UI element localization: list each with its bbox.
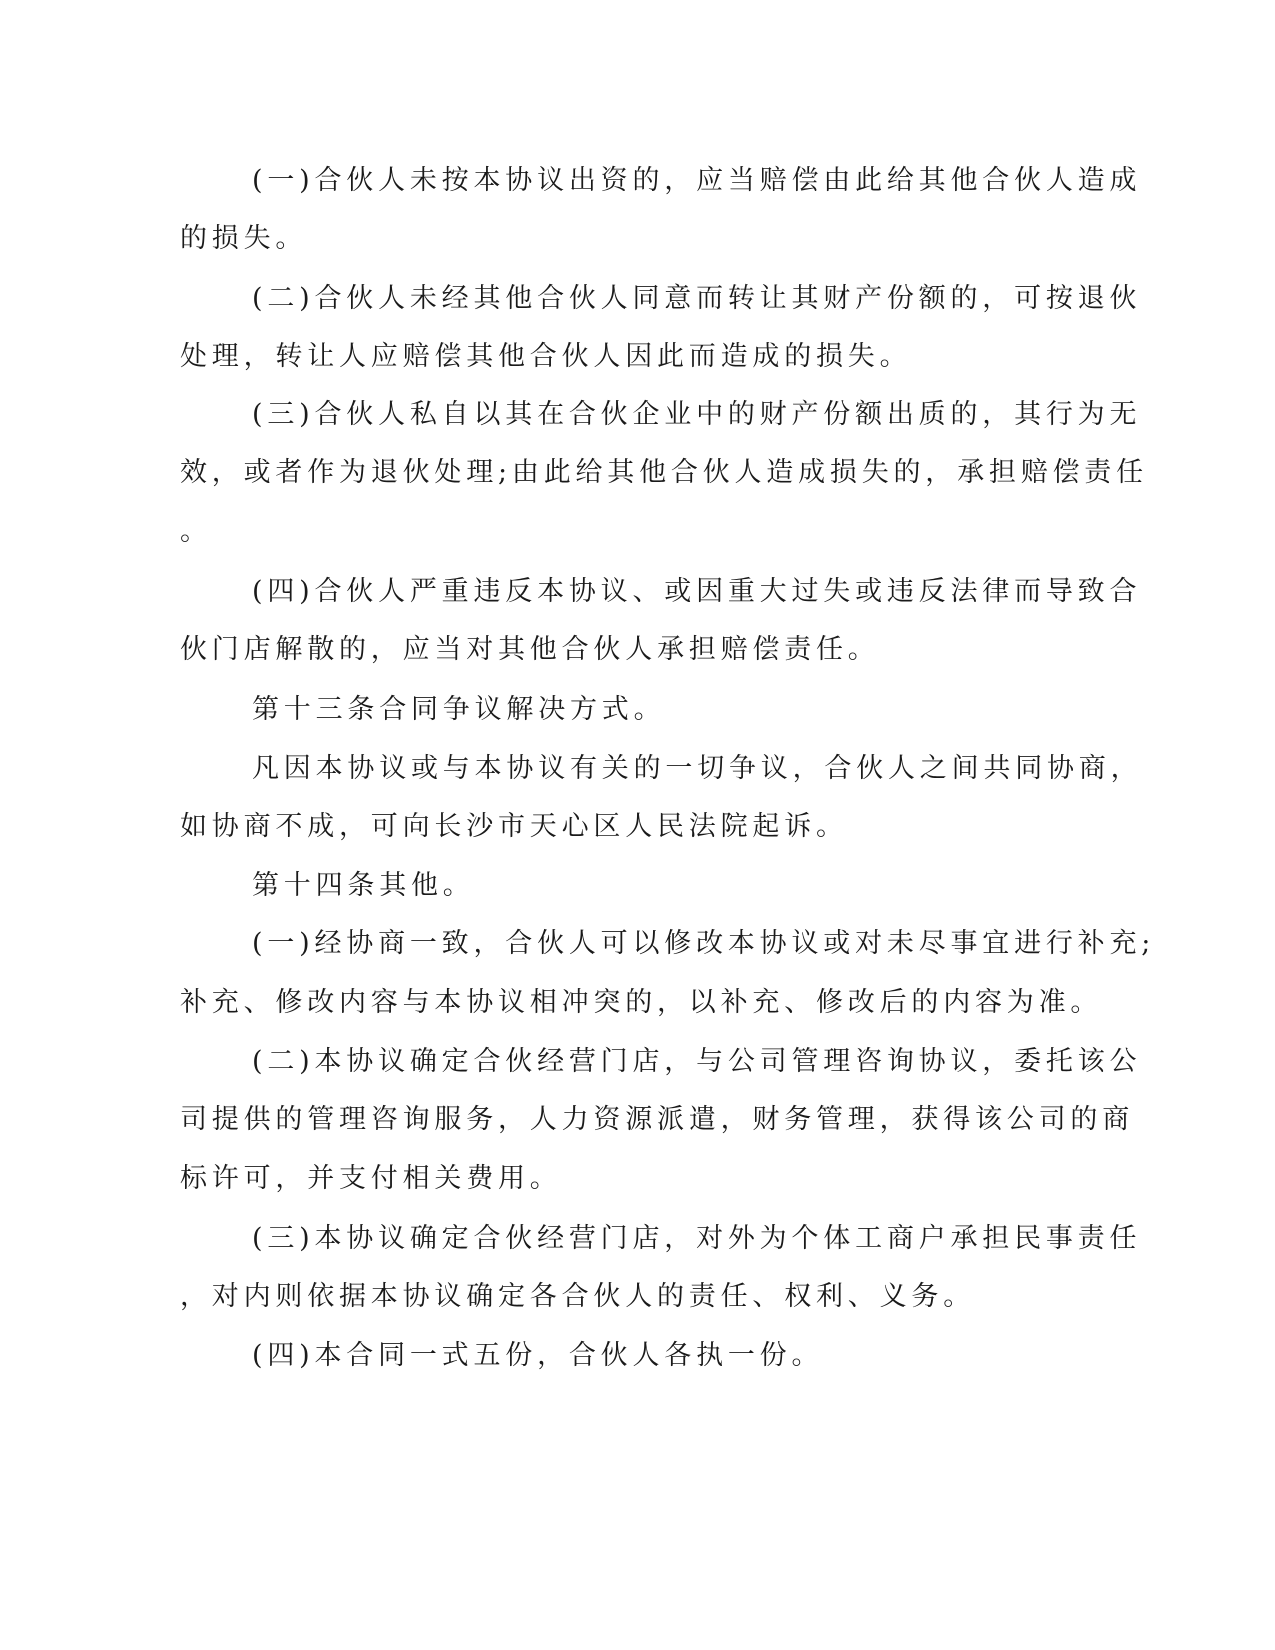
paragraph-line: (四)本合同一式五份，合伙人各执一份。 bbox=[252, 1340, 824, 1371]
paragraph-line: (二)合伙人未经其他合伙人同意而转让其财产份额的，可按退伙 bbox=[252, 283, 1142, 314]
paragraph-line: (三)合伙人私自以其在合伙企业中的财产份额出质的，其行为无 bbox=[252, 399, 1142, 430]
paragraph-line: (二)本协议确定合伙经营门店，与公司管理咨询协议，委托该公 bbox=[252, 1046, 1142, 1077]
section-heading: 第十四条其他。 bbox=[252, 870, 475, 901]
paragraph-line: (四)合伙人严重违反本协议、或因重大过失或违反法律而导致合 bbox=[252, 576, 1142, 607]
paragraph-line: (三)本协议确定合伙经营门店，对外为个体工商户承担民事责任 bbox=[252, 1223, 1142, 1254]
paragraph-line: 如协商不成，可向长沙市天心区人民法院起诉。 bbox=[180, 811, 848, 842]
paragraph-line: 。 bbox=[180, 516, 212, 547]
paragraph-line: (一)合伙人未按本协议出资的，应当赔偿由此给其他合伙人造成 bbox=[252, 165, 1142, 196]
paragraph-line: 效，或者作为退伙处理;由此给其他合伙人造成损失的，承担赔偿责任 bbox=[180, 457, 1148, 488]
paragraph-line: 补充、修改内容与本协议相冲突的，以补充、修改后的内容为准。 bbox=[180, 987, 1103, 1018]
paragraph-line: 伙门店解散的，应当对其他合伙人承担赔偿责任。 bbox=[180, 634, 880, 665]
paragraph-line: 的损失。 bbox=[180, 223, 308, 254]
paragraph-line: 司提供的管理咨询服务，人力资源派遣，财务管理，获得该公司的商 bbox=[180, 1104, 1134, 1135]
paragraph-line: 标许可，并支付相关费用。 bbox=[180, 1163, 562, 1194]
paragraph-line: (一)经协商一致，合伙人可以修改本协议或对未尽事宜进行补充; bbox=[252, 928, 1156, 959]
paragraph-line: ，对内则依据本协议确定各合伙人的责任、权利、义务。 bbox=[180, 1281, 975, 1312]
section-heading: 第十三条合同争议解决方式。 bbox=[252, 694, 666, 725]
paragraph-line: 凡因本协议或与本协议有关的一切争议，合伙人之间共同协商， bbox=[252, 753, 1143, 784]
paragraph-line: 处理，转让人应赔偿其他合伙人因此而造成的损失。 bbox=[180, 341, 912, 372]
